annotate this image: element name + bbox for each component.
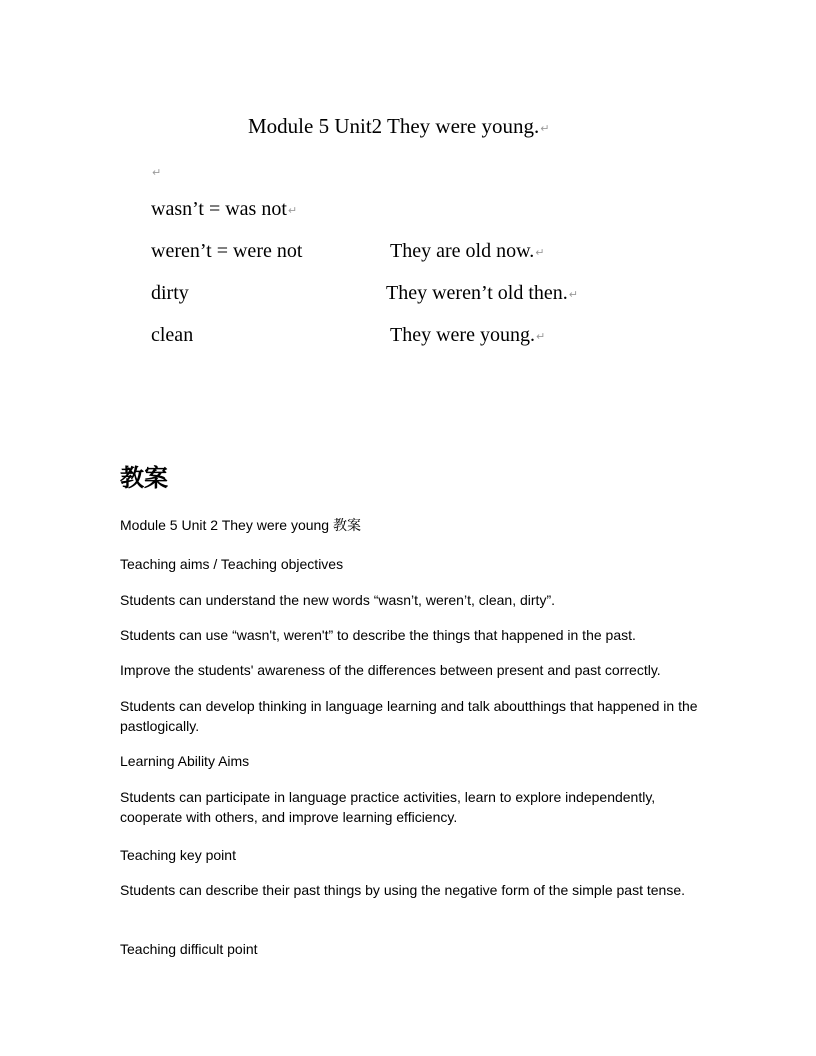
section-heading: Teaching aims / Teaching objectives bbox=[120, 556, 344, 572]
paragraph-mark-icon: ↵ bbox=[287, 204, 298, 217]
paragraph-mark-icon: ↵ bbox=[535, 330, 546, 343]
empty-paragraph bbox=[151, 160, 161, 183]
objective-paragraph: Improve the students' awareness of the differences between present and past correctly. bbox=[120, 662, 661, 678]
section-heading: Teaching key point bbox=[120, 847, 236, 863]
section-heading: Teaching difficult point bbox=[120, 941, 258, 957]
objective-paragraph: Students can describe their past things by using the negative form of the simple past tense. bbox=[120, 882, 685, 898]
sentence-text: They weren’t old then. bbox=[386, 282, 568, 304]
vocab-word: weren’t = were not bbox=[151, 240, 303, 262]
vocab-item bbox=[151, 282, 189, 305]
vocab-word: clean bbox=[151, 324, 194, 346]
sentence-text: They are old now. bbox=[390, 240, 535, 262]
vocab-item bbox=[151, 240, 302, 263]
vocab-item bbox=[151, 198, 297, 221]
section-heading: Learning Ability Aims bbox=[120, 753, 250, 769]
example-sentence bbox=[386, 282, 578, 305]
paragraph-mark-icon: ↵ bbox=[535, 246, 545, 259]
vocab-item bbox=[151, 324, 193, 347]
document-title bbox=[248, 114, 549, 139]
paragraph-mark-icon: ↵ bbox=[540, 122, 550, 135]
vocab-word: wasn’t = was not bbox=[151, 198, 287, 220]
title-text: Module 5 Unit2 They were young. bbox=[248, 114, 540, 138]
paragraph-mark-icon: ↵ bbox=[568, 288, 579, 301]
objective-paragraph: Students can participate in language practice activities, learn to explore independently, cooperate with others, and improve learning efficiency. bbox=[120, 789, 656, 825]
lesson-plan-subtitle: Module 5 Unit 2 They were young 教案 bbox=[120, 517, 361, 533]
example-sentence bbox=[390, 240, 544, 263]
objective-paragraph: Students can understand the new words “wasn’t, weren’t, clean, dirty”. bbox=[120, 592, 555, 608]
objective-paragraph: Students can develop thinking in language learning and talk aboutthings that happened in the pastlogically. bbox=[120, 698, 698, 734]
paragraph-mark-icon: ↵ bbox=[152, 166, 162, 179]
sentence-text: They were young. bbox=[390, 324, 535, 346]
lesson-plan-heading: 教案 bbox=[120, 464, 168, 492]
vocab-word: dirty bbox=[151, 282, 189, 304]
objective-paragraph: Students can use “wasn't, weren't” to describe the things that happened in the past. bbox=[120, 627, 636, 643]
example-sentence bbox=[390, 324, 545, 347]
